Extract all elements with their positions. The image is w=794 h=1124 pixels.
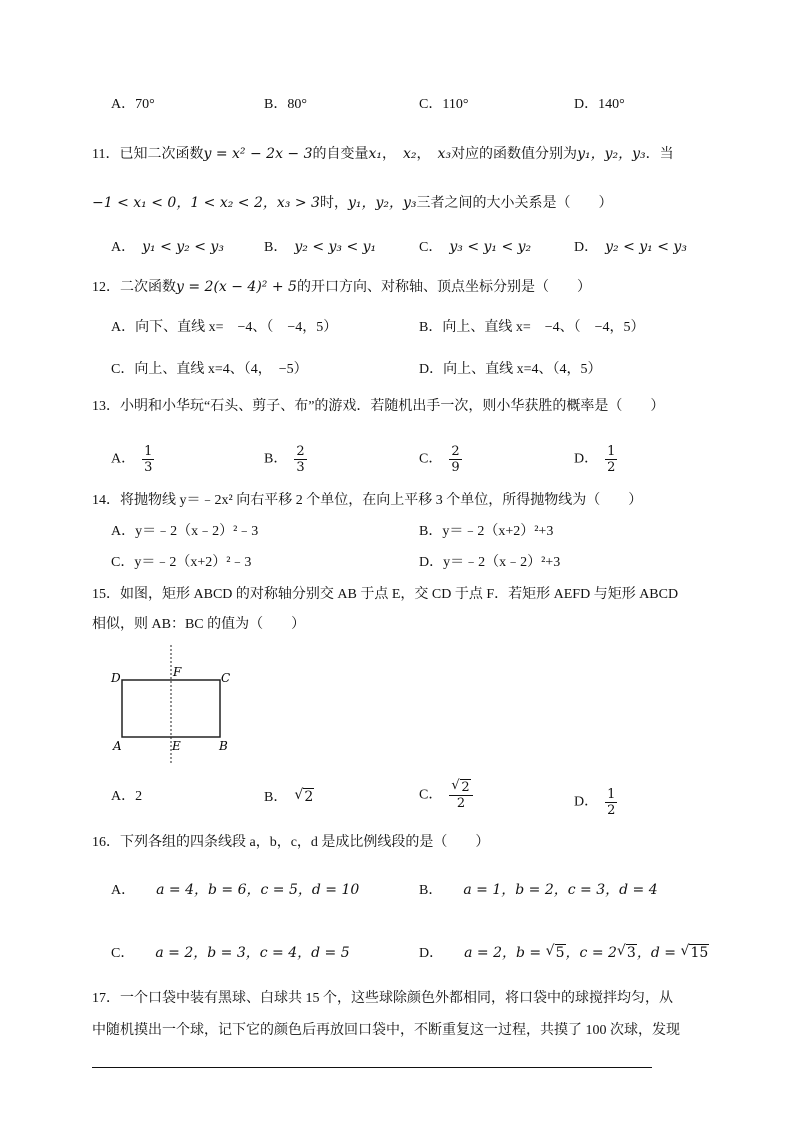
- option-expr: a = 1，b = 2，c = 3，d = 4: [463, 882, 658, 898]
- label-a: A: [113, 739, 122, 753]
- option-label: B．: [264, 240, 281, 255]
- denominator: 2: [607, 460, 616, 475]
- option-label: A．: [111, 883, 129, 898]
- option-label: D．: [419, 946, 437, 961]
- q16-option-b: [419, 880, 658, 901]
- q13-option-c: [419, 444, 462, 475]
- square-root: [546, 943, 566, 963]
- option-expr: y₂ < y₁ < y₃: [605, 239, 687, 255]
- q11-y-values: y₁，y₂，y₃: [577, 146, 646, 162]
- q11-x2: x₂: [403, 146, 417, 162]
- q11-stem-text: 三者之间的大小关系是（ ）: [416, 196, 613, 211]
- q13-option-d: [574, 444, 617, 475]
- label-b: B: [219, 739, 228, 753]
- option-label: B．: [419, 883, 436, 898]
- numerator: 1: [607, 787, 616, 802]
- option-expr: ，d =: [636, 945, 681, 961]
- q11-x1: x₁: [368, 146, 383, 162]
- q12-function: y = 2(x − 4)² + 5: [176, 279, 297, 295]
- q11-option-c: [419, 237, 531, 258]
- option-label: A．: [111, 240, 129, 255]
- q12-stem-text: 12．二次函数: [92, 280, 176, 295]
- q15-option-d: [574, 787, 617, 818]
- option-expr: a = 4，b = 6，c = 5，d = 10: [156, 882, 360, 898]
- square-root: [617, 943, 637, 963]
- option-label: B．: [264, 790, 281, 805]
- square-root: [294, 787, 314, 807]
- q11-option-b: [264, 237, 376, 258]
- q16-option-a: [111, 880, 359, 901]
- q12-stem: [92, 277, 591, 298]
- rectangle-abcd: [122, 680, 220, 737]
- q15-stem-line1: 15．如图，矩形 ABCD 的对称轴分别交 AB 于点 E，交 CD 于点 F．若矩形 AEFD 与矩形 ABCD: [92, 587, 679, 602]
- q14-option-b: B．y＝﹣2（x+2）²+3: [419, 524, 554, 539]
- q12-stem-text: 的开口方向、对称轴、顶点坐标分别是（ ）: [296, 280, 591, 295]
- radicand: 5: [555, 945, 565, 961]
- q11-stem-line2: [92, 193, 613, 214]
- option-label: C．: [419, 240, 436, 255]
- numerator: 2: [296, 444, 305, 459]
- option-expr: ，c = 2: [565, 945, 617, 961]
- q16-option-c: [111, 943, 350, 964]
- denominator: 3: [296, 460, 305, 475]
- denominator: 2: [456, 796, 466, 811]
- numerator: 1: [144, 444, 153, 459]
- radicand: 15: [690, 945, 709, 961]
- option-label: C．: [419, 451, 436, 467]
- fraction: [605, 444, 617, 475]
- q11-function: y = x² − 2x − 3: [203, 146, 313, 162]
- q11-option-a: [111, 237, 224, 258]
- denominator: 9: [451, 460, 460, 475]
- q16-stem: 16．下列各组的四条线段 a，b，c，d 是成比例线段的是（ ）: [92, 835, 490, 850]
- radicand: 2: [304, 789, 314, 805]
- q14-stem: 14．将抛物线 y＝﹣2x² 向右平移 2 个单位，在向上平移 3 个单位，所得抛物线为（ ）: [92, 493, 643, 508]
- label-e: E: [172, 739, 181, 753]
- q14-option-d: D．y＝﹣2（x﹣2）²+3: [419, 555, 561, 570]
- q11-x3: x₃: [437, 146, 452, 162]
- fraction: [142, 444, 154, 475]
- radicand: 3: [626, 945, 636, 961]
- numerator: [449, 780, 472, 796]
- square-root: [451, 780, 470, 795]
- fraction: [294, 444, 306, 475]
- label-f: F: [173, 665, 182, 679]
- q12-option-c: C．向上、直线 x=4、（4， −5）: [111, 362, 308, 377]
- option-label: C．: [111, 946, 128, 961]
- q15-stem-line2: 相似，则 AB：BC 的值为（ ）: [92, 617, 306, 632]
- denominator: 2: [607, 803, 616, 818]
- radicand: 2: [461, 780, 470, 795]
- q15-rectangle-figure: [105, 645, 245, 765]
- q14-option-c: C．y＝﹣2（x+2）²﹣3: [111, 555, 252, 570]
- square-root: [680, 943, 709, 963]
- option-label: B．: [264, 451, 281, 467]
- q16-option-d: [419, 943, 709, 964]
- q11-stem-text: ．当: [645, 147, 674, 162]
- q13-option-a: [111, 444, 154, 475]
- q10-option-d: D．140°: [574, 97, 625, 112]
- q13-option-b: [264, 444, 307, 475]
- option-label: D．: [574, 451, 592, 467]
- option-label: D．: [574, 240, 592, 255]
- option-label: D．: [574, 794, 592, 810]
- footer-rule: [92, 1067, 652, 1068]
- label-d: D: [111, 671, 121, 685]
- q11-stem-text: 时，: [319, 196, 348, 211]
- fraction: [449, 444, 461, 475]
- option-expr: y₃ < y₁ < y₂: [449, 239, 532, 255]
- q17-stem-line2: 中随机摸出一个球，记下它的颜色后再放回口袋中，不断重复这一过程，共摸了 100 次球，发现: [92, 1023, 680, 1038]
- fraction: [605, 787, 617, 818]
- q11-y-values: y₁，y₂，y₃: [347, 195, 417, 211]
- label-c: C: [221, 671, 231, 685]
- q10-option-a: A．70°: [111, 97, 155, 112]
- q13-stem: 13．小明和小华玩“石头、剪子、布”的游戏．若随机出手一次，则小华获胜的概率是（ ）: [92, 399, 665, 414]
- q12-option-a: A．向下、直线 x= −4、（ −4，5）: [111, 320, 338, 335]
- q11-stem-line1: 11．已知二次函数y = x² − 2x − 3的自变量x₁， x₂， x₃对应的函数值分别为y₁，y₂，y₃．当: [92, 146, 674, 162]
- denominator: 3: [144, 460, 153, 475]
- q11-option-d: [574, 237, 687, 258]
- option-expr: a = 2，b =: [464, 945, 546, 961]
- q12-option-b: B．向上、直线 x= −4、（ −4，5）: [419, 320, 645, 335]
- q11-stem-text: 11．已知二次函数: [92, 147, 204, 162]
- q15-option-b: [264, 787, 314, 808]
- option-expr: y₁ < y₂ < y₃: [142, 239, 224, 255]
- option-expr: y₂ < y₃ < y₁: [294, 239, 377, 255]
- q14-option-a: A．y＝﹣2（x﹣2）²﹣3: [111, 524, 259, 539]
- q11-stem-text: 对应的函数值分别为: [451, 147, 578, 162]
- q15-option-a: A．2: [111, 789, 143, 804]
- option-label: A．: [111, 451, 129, 467]
- numerator: 2: [451, 444, 460, 459]
- q17-stem-line1: 17．一个口袋中装有黑球、白球共 15 个，这些球除颜色外都相同，将口袋中的球搅拌均匀，从: [92, 991, 673, 1006]
- q10-option-b: B．80°: [264, 97, 307, 112]
- q10-option-c: C．110°: [419, 97, 469, 112]
- q12-option-d: D．向上、直线 x=4、（4，5）: [419, 362, 602, 377]
- q11-condition: −1 < x₁ < 0，1 < x₂ < 2，x₃ > 3: [92, 195, 320, 211]
- q15-option-c: [419, 780, 473, 811]
- option-label: C．: [419, 787, 436, 803]
- fraction: [449, 780, 472, 811]
- option-expr: a = 2，b = 3，c = 4，d = 5: [155, 945, 350, 961]
- numerator: 1: [607, 444, 616, 459]
- q11-stem-text: 的自变量: [312, 147, 369, 162]
